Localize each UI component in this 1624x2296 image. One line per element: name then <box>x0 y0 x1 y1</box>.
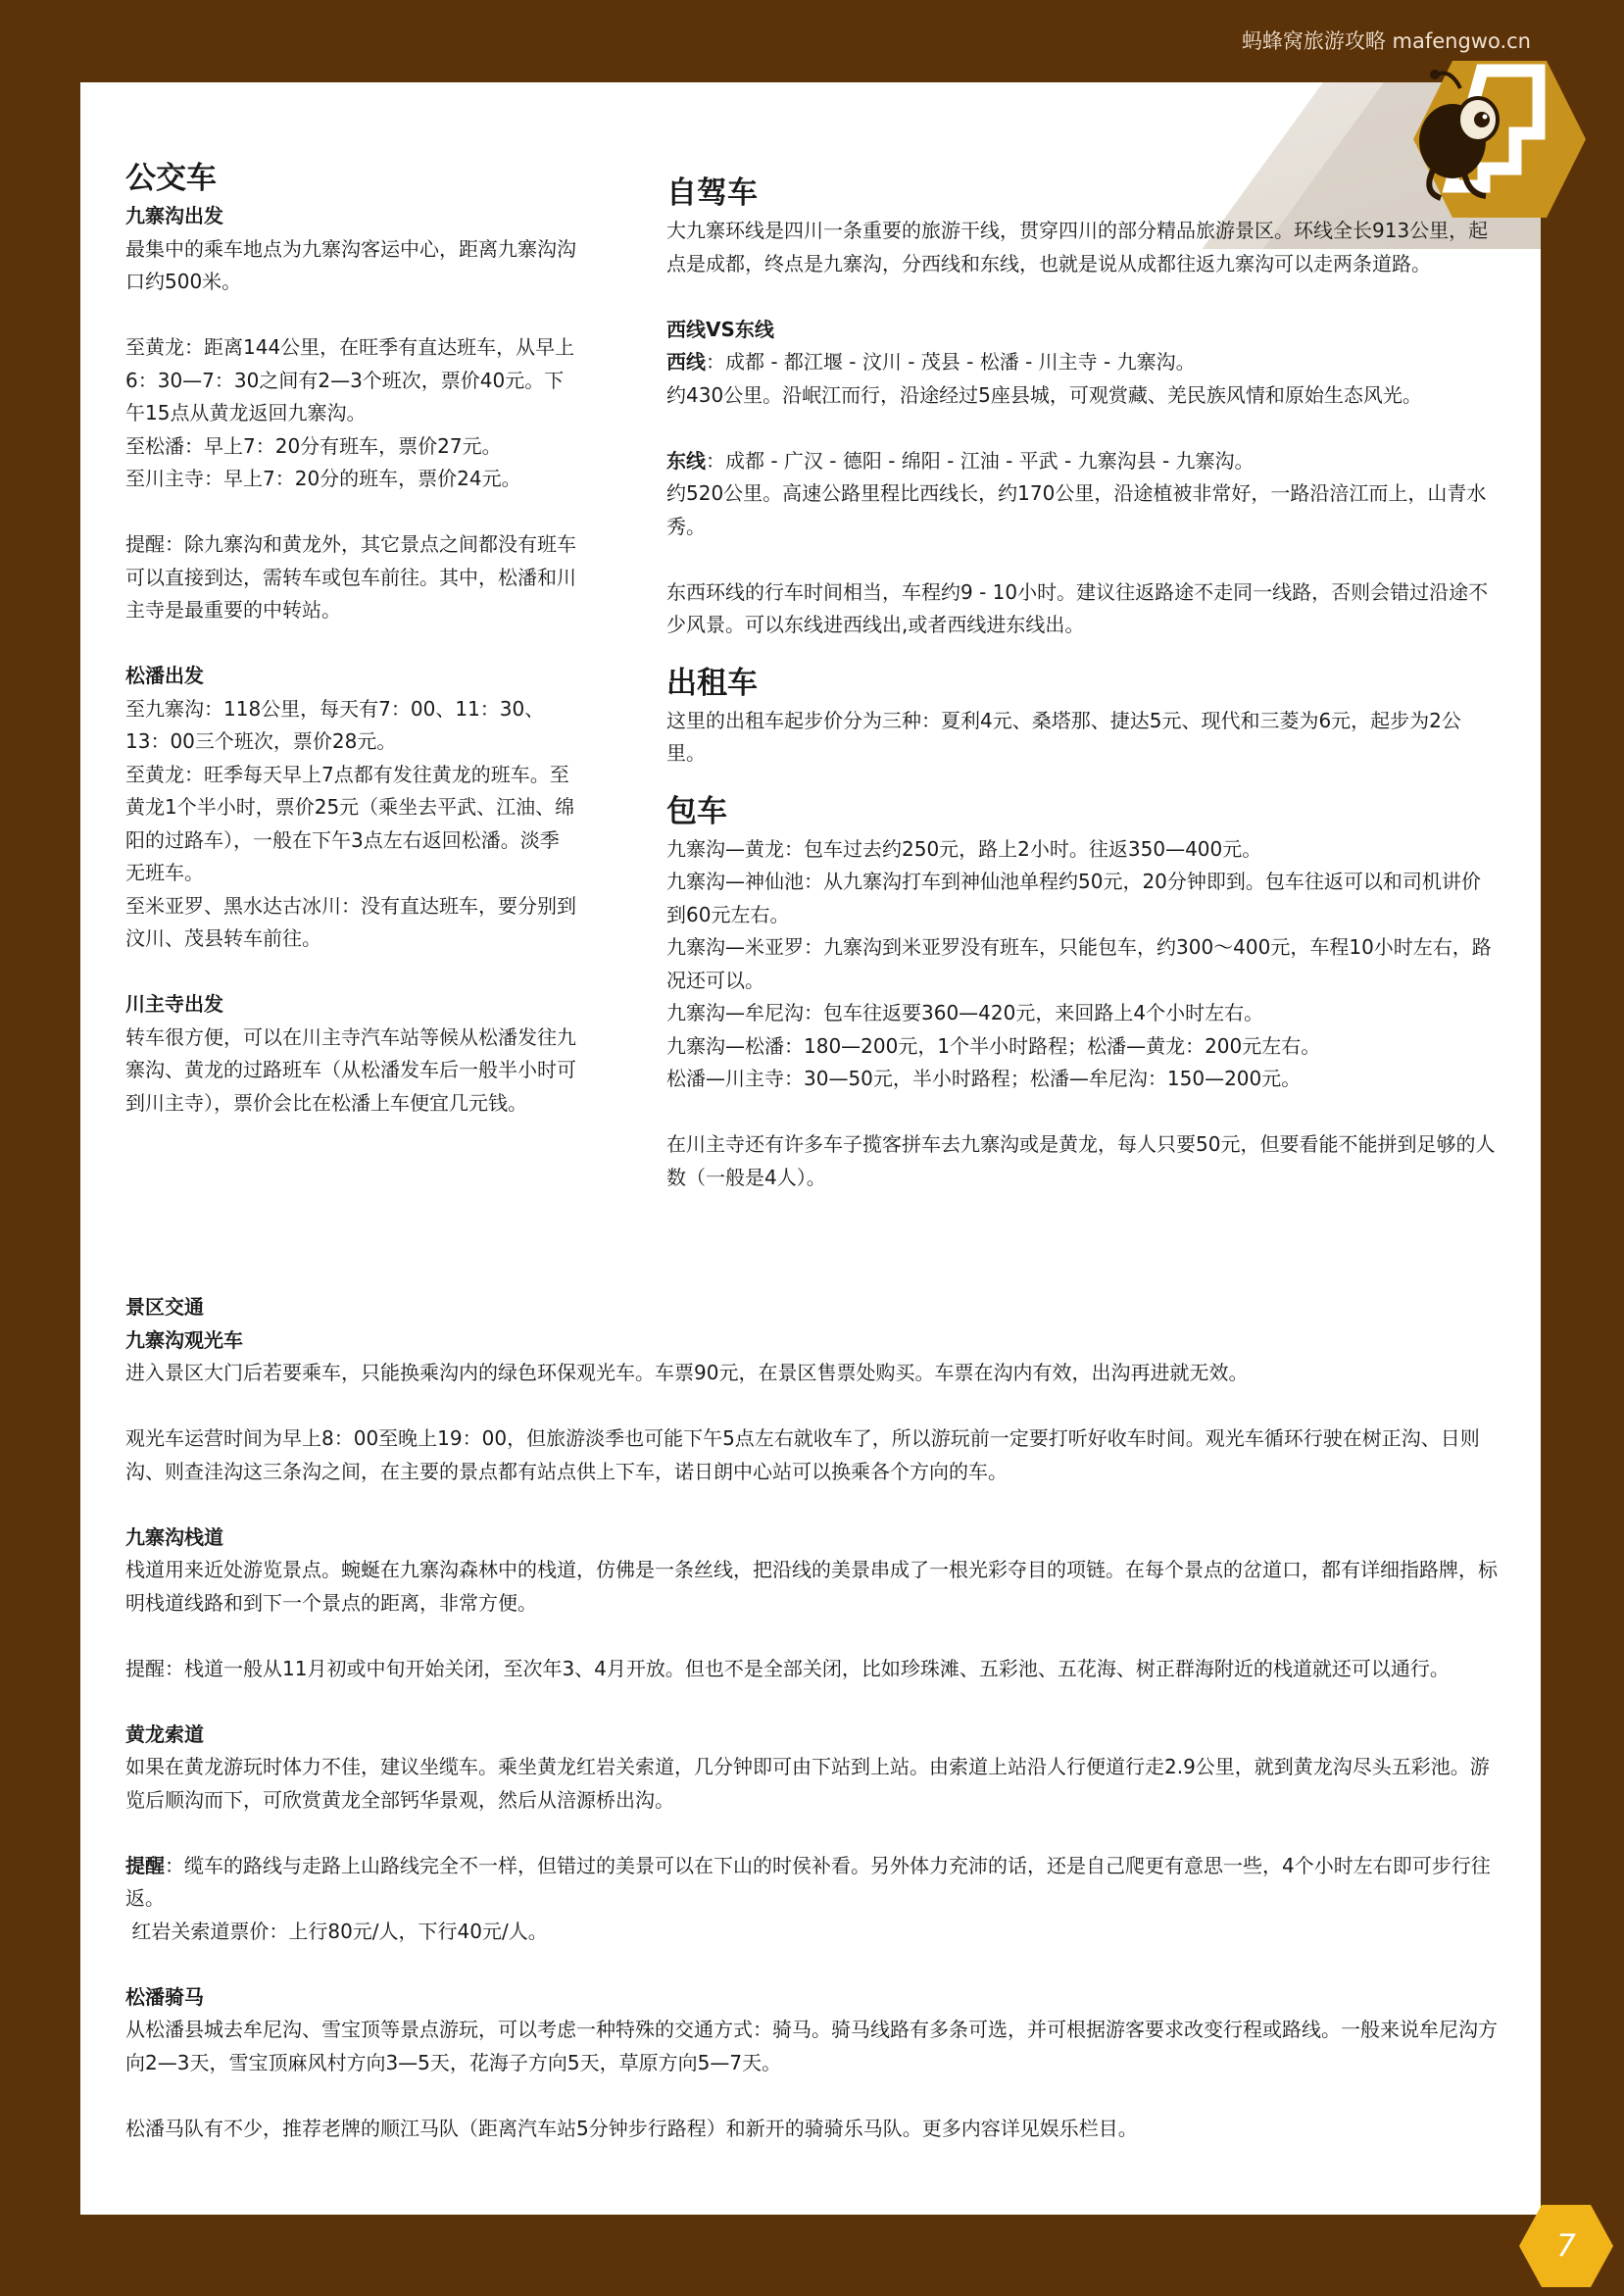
chuanzhusi-text: 转车很方便，可以在川主寺汽车站等候从松潘发往九寨沟、黄龙的过路班车（从松潘发车后一般半小时可到川主寺），票价会比在松潘上车便宜几元钱。 <box>125 1024 576 1115</box>
songpan-to-huanglong: 至黄龙：旺季每天早上7点都有发往黄龙的班车。至黄龙1个半小时，票价25元（乘坐去平武、江油、绵阳的过路车），一般在下午3点左右返回松潘。淡季无班车。 <box>125 762 575 884</box>
charter-carpool-note: 在川主寺还有许多车子揽客拼车去九寨沟或是黄龙，每人只要50元，但要看能不能拼到足够的人数（一般是4人）。 <box>666 1132 1496 1189</box>
bus-title: 公交车 <box>125 161 217 196</box>
boardwalk-heading: 九寨沟栈道 <box>125 1524 223 1549</box>
sightseeing-bus-p1: 进入景区大门后若要乘车，只能换乘沟内的绿色环保观光车。车票90元，在景区售票处购买。车票在沟内有效，出沟再进就无效。 <box>125 1361 1249 1384</box>
chuanzhusi-departure-heading: 川主寺出发 <box>125 992 223 1016</box>
east-route-desc: 约520公里。高速公路里程比西线长，约170公里，沿途植被非常好，一路沿涪江而上，山青水秀。 <box>666 481 1487 538</box>
cableway-price: 红岩关索道票价：上行80元/人，下行40元/人。 <box>125 1919 548 1943</box>
horse-riding-p2: 松潘马队有不少，推荐老牌的顺江马队（距离汽车站5分钟步行路程）和新开的骑骑乐马队。更多内容详见娱乐栏目。 <box>125 2116 1138 2140</box>
bus-section <box>125 157 576 1120</box>
sightseeing-bus-heading: 九寨沟观光车 <box>125 1327 243 1352</box>
to-songpan-text: 至松潘：早上7：20分有班车，票价27元。 <box>125 433 502 458</box>
horse-riding-heading: 松潘骑马 <box>125 1984 204 2009</box>
east-route-label: 东线 <box>666 448 706 473</box>
east-route-line <box>666 445 1500 478</box>
to-chuanzhusi-text: 至川主寺：早上7：20分的班车，票价24元。 <box>125 467 521 490</box>
boardwalk-p1: 栈道用来近处游览景点。蜿蜒在九寨沟森林中的栈道，仿佛是一条丝线，把沿线的美景串成了一根光彩夺目的项链。在每个景点的岔道口，都有详细指路牌，标明栈道线路和到下一个景点的距离，非常方便。 <box>125 1558 1498 1615</box>
charter-songpan: 九寨沟—松潘：180—200元，1个半小时路程；松潘—黄龙：200元左右。 <box>666 1033 1321 1058</box>
songpan-to-jiuzhaigou: 至九寨沟：118公里，每天有7：00、11：30、13：00三个班次，票价28元。 <box>125 696 545 753</box>
charter-title: 包车 <box>666 793 727 829</box>
scenic-transport-heading: 景区交通 <box>125 1295 204 1319</box>
songpan-departure-heading: 松潘出发 <box>125 664 204 687</box>
west-route-line <box>666 346 1500 379</box>
transfer-tip: 提醒：除九寨沟和黄龙外，其它景点之间都没有班车可以直接到达，需转车或包车前往。其中，松潘和川主寺是最重要的中转站。 <box>125 532 576 622</box>
cableway-tip-label: 提醒 <box>125 1853 165 1877</box>
taxi-text: 这里的出租车起步价分为三种：夏利4元、桑塔那、捷达5元、现代和三菱为6元，起步为2公里。 <box>666 708 1461 765</box>
to-huanglong-text: 至黄龙：距离144公里，在旺季有直达班车，从早上6：30—7：30之间有2—3个班次，票价40元。下午15点从黄龙返回九寨沟。 <box>125 335 575 424</box>
charter-miyaluo: 九寨沟—米亚罗：九寨沟到米亚罗没有班车，只能包车，约300～400元，车程10小时左右，路况还可以。 <box>666 935 1492 992</box>
site-header: 蚂蜂窝旅游攻略 mafengwo.cn <box>1241 29 1531 53</box>
west-route-label: 西线 <box>666 350 706 374</box>
scenic-transport-section <box>125 1291 1502 2145</box>
cableway-heading: 黄龙索道 <box>125 1722 204 1746</box>
charter-munigou: 九寨沟—牟尼沟：包车往返要360—420元，来回路上4个小时左右。 <box>666 1001 1264 1024</box>
transport-right-column <box>666 172 1500 1194</box>
taxi-title: 出租车 <box>666 665 758 701</box>
west-route-desc: 约430公里。沿岷江而行，沿途经过5座县城，可观赏藏、羌民族风情和原始生态风光。 <box>666 382 1422 407</box>
charter-huanglong: 九寨沟—黄龙：包车过去约250元，路上2小时。往返350—400元。 <box>666 836 1262 861</box>
horse-riding-p1: 从松潘县城去牟尼沟、雪宝顶等景点游玩，可以考虑一种特殊的交通方式：骑马。骑马线路有多条可选，并可根据游客要求改变行程或路线。一般来说牟尼沟方向2—3天，雪宝顶麻风村方向3—5天，花海子方向5天，草原方向5—7天。 <box>125 2018 1498 2074</box>
songpan-to-miyaluo: 至米亚罗、黑水达古冰川：没有直达班车，要分别到汶川、茂县转车前往。 <box>125 893 576 950</box>
east-route-stops: ：成都 - 广汉 - 德阳 - 绵阳 - 江油 - 平武 - 九寨沟县 - 九寨沟。 <box>706 448 1255 473</box>
sightseeing-bus-p2: 观光车运营时间为早上8：00至晚上19：00，但旅游淡季也可能下午5点左右就收车了，所以游玩前一定要打听好收车时间。观光车循环行驶在树正沟、日则沟、则查洼沟这三条沟之间，在主要的景点都有站点供上下车，诺日朗中心站可以换乘各个方向的车。 <box>125 1426 1480 1483</box>
west-route-stops: ：成都 - 都江堰 - 汶川 - 茂县 - 松潘 - 川主寺 - 九寨沟。 <box>706 350 1196 374</box>
jiuzhaigou-departure-intro: 最集中的乘车地点为九寨沟客运中心，距离九寨沟沟口约500米。 <box>125 236 576 293</box>
cableway-p1: 如果在黄龙游玩时体力不佳，建议坐缆车。乘坐黄龙红岩关索道，几分钟即可由下站到上站。由索道上站沿人行便道行走2.9公里，就到黄龙沟尽头五彩池。游览后顺沟而下，可欣赏黄龙全部钙华景观，然后从涪源桥出沟。 <box>125 1755 1490 1812</box>
cableway-tip <box>125 1850 1502 1916</box>
jiuzhaigou-departure-heading: 九寨沟出发 <box>125 204 223 227</box>
west-vs-east-heading: 西线VS东线 <box>666 317 774 341</box>
boardwalk-p2: 提醒：栈道一般从11月初或中旬开始关闭，至次年3、4月开放。但也不是全部关闭，比如珍珠滩、五彩池、五花海、树正群海附近的栈道就还可以通行。 <box>125 1656 1450 1680</box>
charter-shenxianchi: 九寨沟—神仙池：从九寨沟打车到神仙池单程约50元，20分钟即到。包车往返可以和司机讲价到60元左右。 <box>666 870 1481 926</box>
self-drive-title: 自驾车 <box>666 175 758 211</box>
page-number: 7 <box>1556 2228 1576 2264</box>
route-compare: 东西环线的行车时间相当，车程约9 - 10小时。建议往返路途不走同一线路，否则会错过沿途不少风景。可以东线进西线出,或者西线进东线出。 <box>666 579 1489 636</box>
charter-chuanzhusi: 松潘—川主寺：30—50元，半小时路程；松潘—牟尼沟：150—200元。 <box>666 1067 1302 1090</box>
self-drive-intro: 大九寨环线是四川一条重要的旅游干线，贯穿四川的部分精品旅游景区。环线全长913公里，起点是成都，终点是九寨沟，分西线和东线，也就是说从成都往返九寨沟可以走两条道路。 <box>666 219 1489 275</box>
cableway-tip-text: ：缆车的路线与走路上山路线完全不一样，但错过的美景可以在下山的时侯补看。另外体力充沛的话，还是自己爬更有意思一些，4个小时左右即可步行往返。 <box>125 1853 1491 1910</box>
